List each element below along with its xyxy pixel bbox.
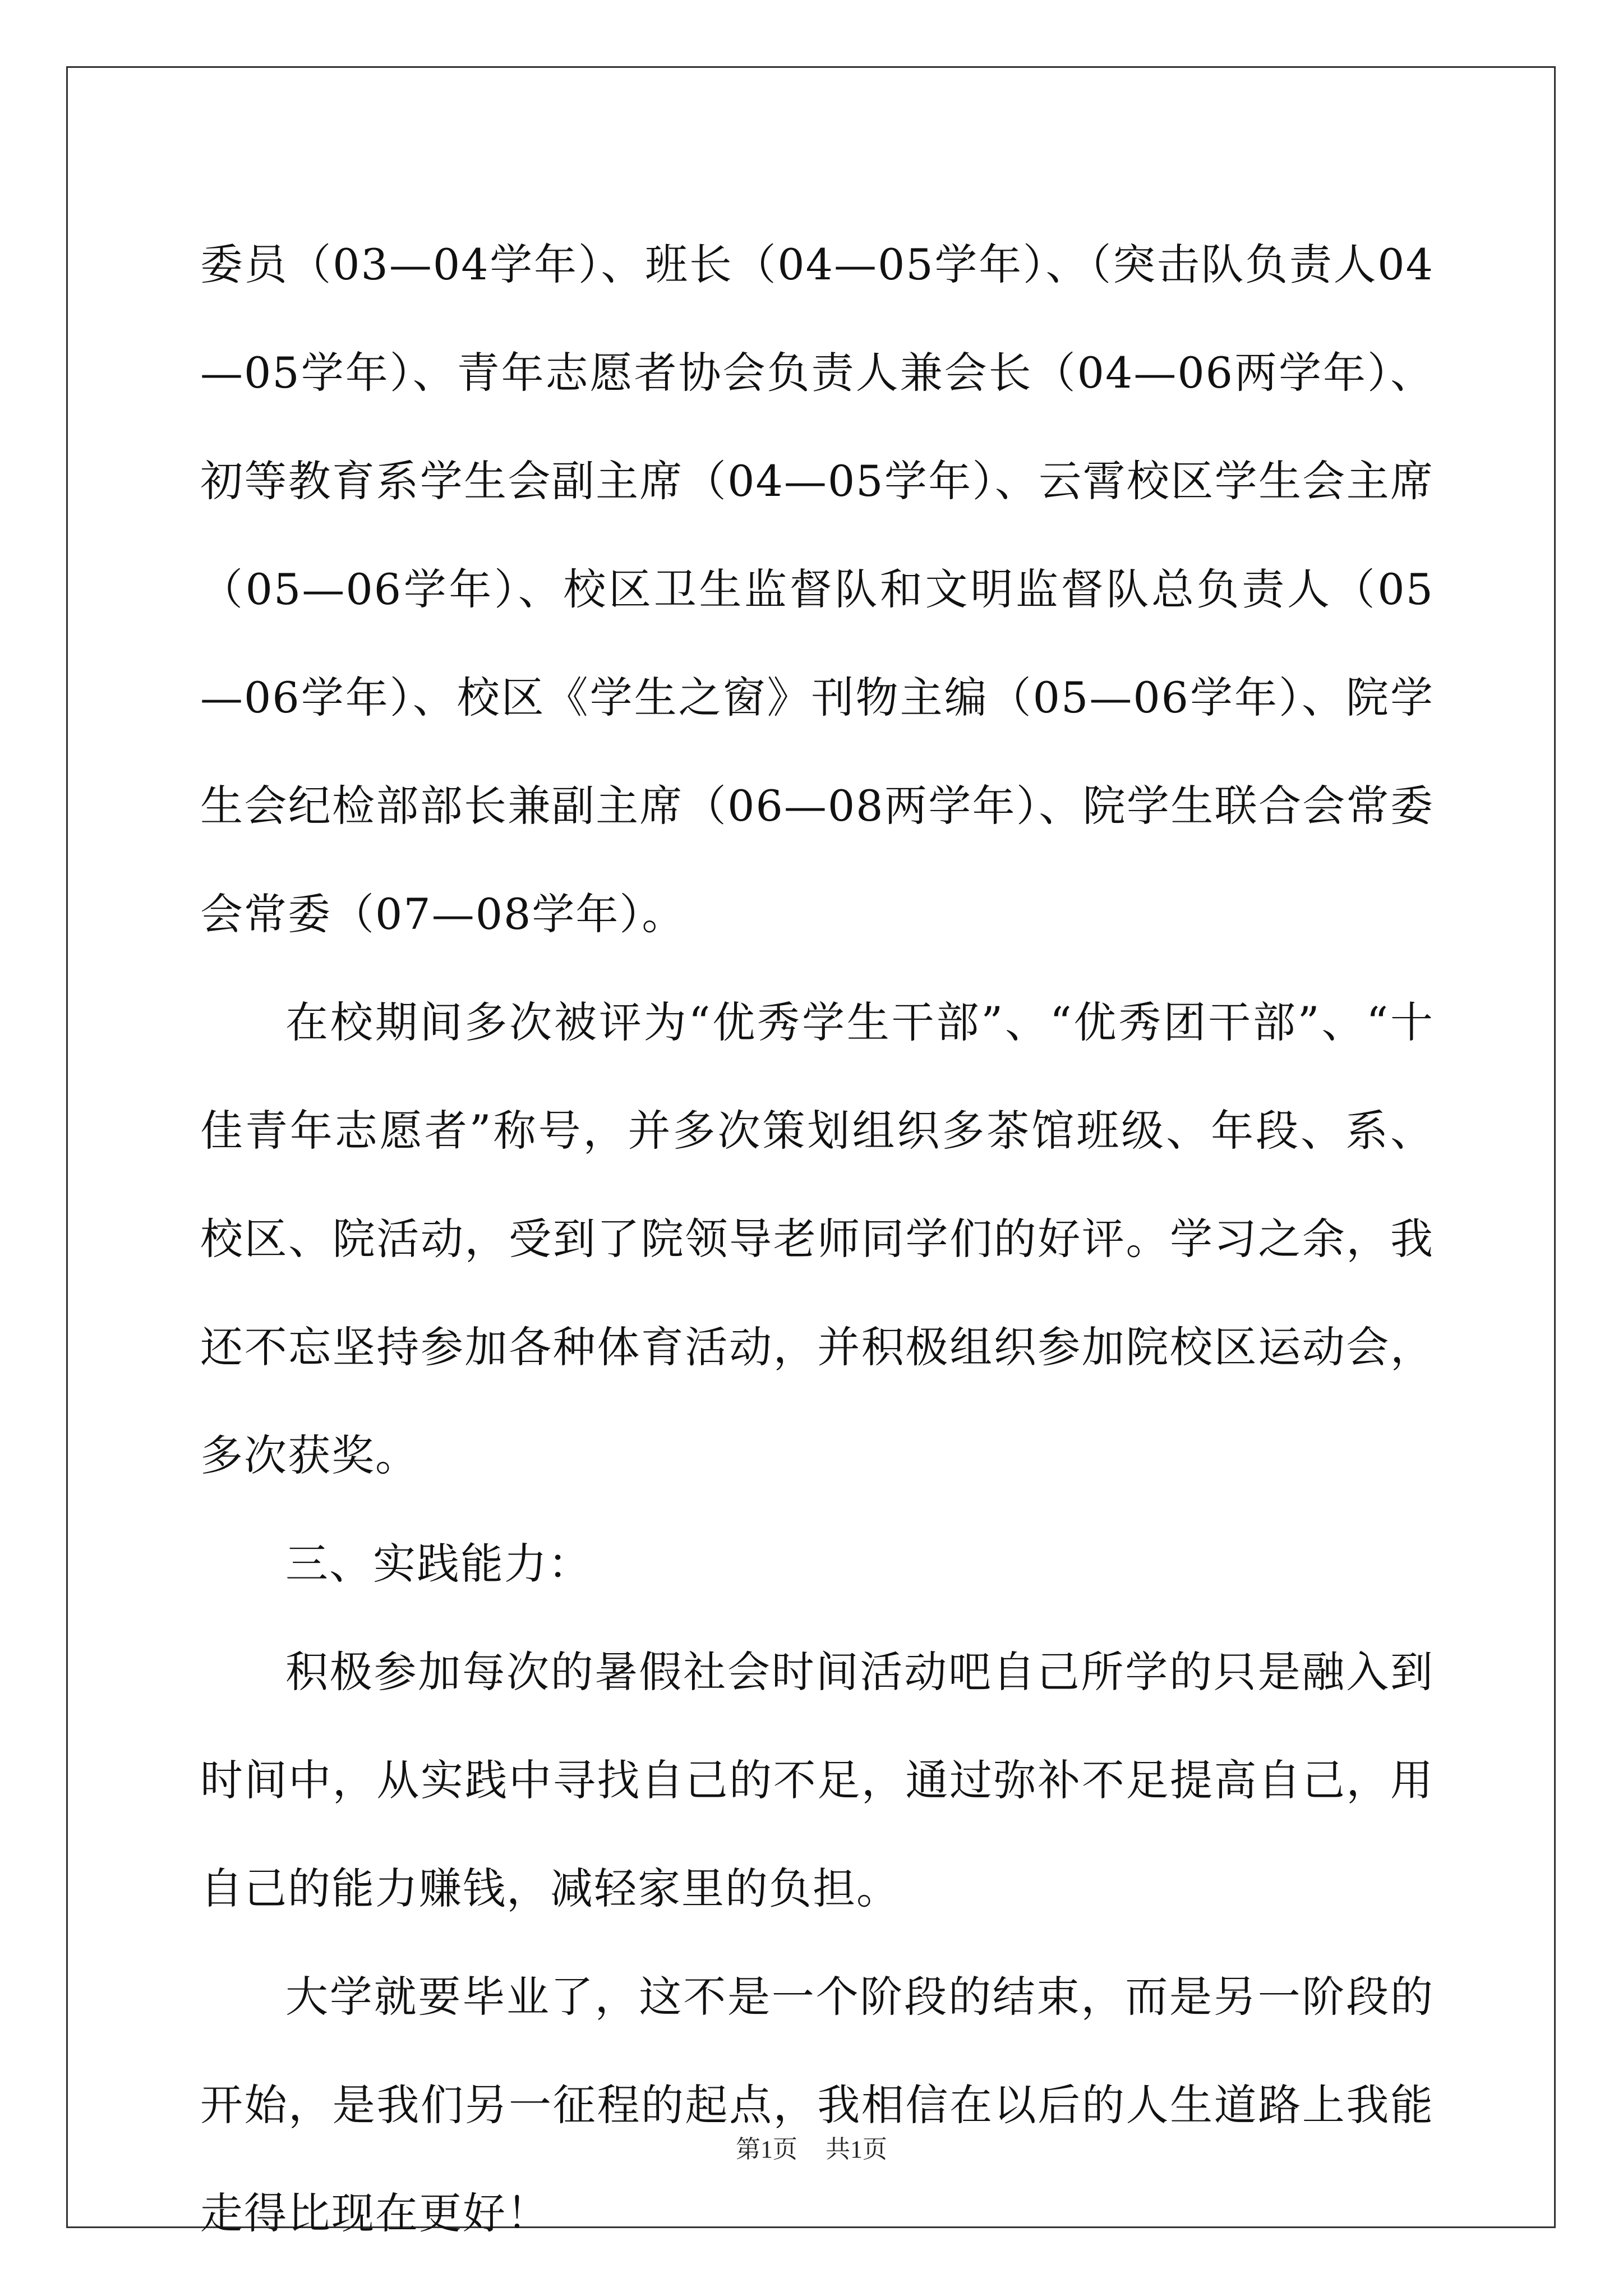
document-body [200,210,1434,2267]
page-footer [0,2129,1623,2165]
section-heading-practice: 三、实践能力： [285,1539,592,1589]
page-number: 第1页 [736,2136,797,2163]
page-total: 共1页 [826,2136,887,2163]
paragraph-2: 在校期间多次被评为“优秀学生干部”、“优秀团干部”、“十佳青年志愿者”称号，并多次策划组织多茶馆班级、年段、系、校区、院活动，受到了院领导老师同学们的好评。学习之余，我还不忘坚持参加各种体育活动，并积极组织参加院校区运动会，多次获奖。 [200,997,1434,1480]
paragraph-1: 委员（03—04学年）、班长（04—05学年）、（突击队负责人04—05学年）、青年志愿者协会负责人兼会长（04—06两学年）、初等教育系学生会副主席（04—05学年）、云霄校区学生会主席（05—06学年）、校区卫生监督队和文明监督队总负责人（05—06学年）、校区《学生之窗》刊物主编（05—06学年）、院学生会纪检部部长兼副主席（06—08两学年）、院学生联合会常委会常委（07—08学年）。 [200,240,1434,939]
paragraph-4: 大学就要毕业了，这不是一个阶段的结束，而是另一阶段的开始，是我们另一征程的起点，我相信在以后的人生道路上我能走得比现在更好！ [200,1972,1434,2238]
paragraph-3: 积极参加每次的暑假社会时间活动吧自己所学的只是融入到时间中，从实践中寻找自己的不足，通过弥补不足提高自己，用自己的能力赚钱，减轻家里的负担。 [200,1647,1434,1913]
